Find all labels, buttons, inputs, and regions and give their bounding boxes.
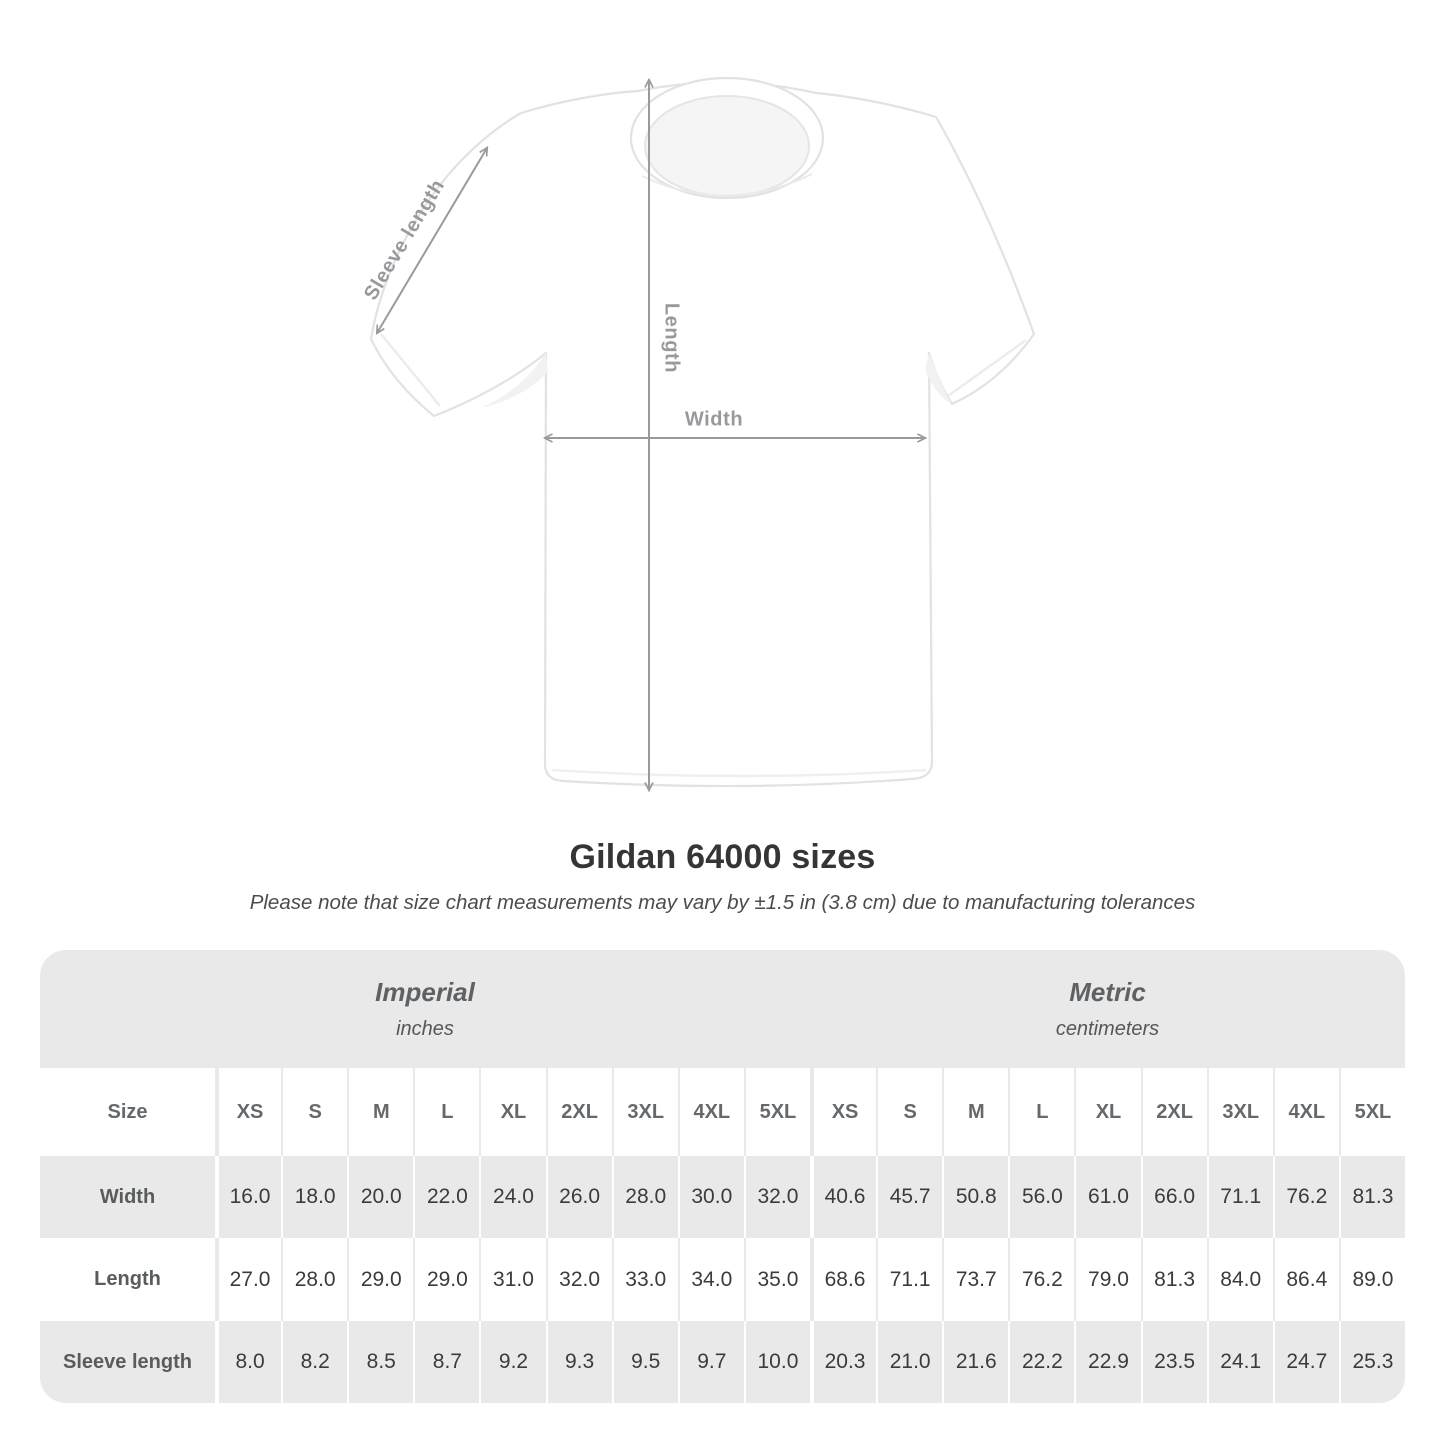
size-col-header-imperial: XS: [215, 1068, 281, 1156]
sleeve-length-label: Sleeve length: [359, 175, 450, 305]
value-cell-metric: 22.2: [1008, 1321, 1074, 1403]
value-cell-imperial: 31.0: [479, 1238, 545, 1321]
row-label: Width: [40, 1156, 215, 1238]
value-cell-metric: 76.2: [1273, 1156, 1339, 1238]
value-cell-imperial: 22.0: [413, 1156, 479, 1238]
value-cell-metric: 50.8: [942, 1156, 1008, 1238]
value-cell-imperial: 8.2: [281, 1321, 347, 1403]
value-cell-imperial: 30.0: [678, 1156, 744, 1238]
value-cell-imperial: 8.7: [413, 1321, 479, 1403]
value-cell-metric: 81.3: [1339, 1156, 1405, 1238]
imperial-unit: inches: [396, 1018, 454, 1040]
size-table-grid: [40, 950, 1405, 1403]
value-cell-imperial: 10.0: [744, 1321, 810, 1403]
value-cell-imperial: 8.0: [215, 1321, 281, 1403]
metric-header: [810, 950, 1405, 1068]
size-col-header-imperial: M: [347, 1068, 413, 1156]
value-cell-imperial: 28.0: [612, 1156, 678, 1238]
value-cell-imperial: 32.0: [546, 1238, 612, 1321]
value-cell-metric: 45.7: [876, 1156, 942, 1238]
value-cell-imperial: 35.0: [744, 1238, 810, 1321]
value-cell-imperial: 24.0: [479, 1156, 545, 1238]
value-cell-metric: 79.0: [1074, 1238, 1140, 1321]
value-cell-imperial: 9.2: [479, 1321, 545, 1403]
value-cell-imperial: 9.7: [678, 1321, 744, 1403]
tshirt-outline: [371, 78, 1034, 786]
value-cell-metric: 21.0: [876, 1321, 942, 1403]
size-col-header-imperial: 4XL: [678, 1068, 744, 1156]
imperial-title: Imperial: [375, 977, 475, 1007]
size-col-header-metric: 4XL: [1273, 1068, 1339, 1156]
value-cell-imperial: 29.0: [347, 1238, 413, 1321]
value-cell-metric: 56.0: [1008, 1156, 1074, 1238]
value-cell-imperial: 27.0: [215, 1238, 281, 1321]
size-col-header-metric: XL: [1074, 1068, 1140, 1156]
value-cell-metric: 21.6: [942, 1321, 1008, 1403]
metric-unit: centimeters: [1055, 1018, 1160, 1040]
size-col-header-imperial: S: [281, 1068, 347, 1156]
size-col-header-metric: S: [876, 1068, 942, 1156]
size-header-label: Size: [40, 1068, 215, 1156]
value-cell-metric: 81.3: [1141, 1238, 1207, 1321]
value-cell-imperial: 8.5: [347, 1321, 413, 1403]
size-col-header-metric: L: [1008, 1068, 1074, 1156]
value-cell-metric: 24.1: [1207, 1321, 1273, 1403]
imperial-header: [40, 950, 810, 1068]
value-cell-metric: 68.6: [810, 1238, 876, 1321]
value-cell-imperial: 18.0: [281, 1156, 347, 1238]
value-cell-metric: 61.0: [1074, 1156, 1140, 1238]
metric-title: Metric: [1069, 977, 1146, 1007]
value-cell-metric: 66.0: [1141, 1156, 1207, 1238]
size-col-header-imperial: XL: [479, 1068, 545, 1156]
value-cell-metric: 73.7: [942, 1238, 1008, 1321]
value-cell-metric: 84.0: [1207, 1238, 1273, 1321]
size-col-header-metric: XS: [810, 1068, 876, 1156]
value-cell-metric: 25.3: [1339, 1321, 1405, 1403]
value-cell-imperial: 29.0: [413, 1238, 479, 1321]
size-col-header-metric: 5XL: [1339, 1068, 1405, 1156]
value-cell-metric: 71.1: [876, 1238, 942, 1321]
size-col-header-imperial: 5XL: [744, 1068, 810, 1156]
value-cell-imperial: 9.3: [546, 1321, 612, 1403]
value-cell-metric: 76.2: [1008, 1238, 1074, 1321]
value-cell-metric: 89.0: [1339, 1238, 1405, 1321]
value-cell-imperial: 16.0: [215, 1156, 281, 1238]
row-label: Sleeve length: [40, 1321, 215, 1403]
width-label: Width: [684, 408, 744, 431]
length-label: Length: [660, 302, 683, 374]
value-cell-metric: 20.3: [810, 1321, 876, 1403]
value-cell-imperial: 20.0: [347, 1156, 413, 1238]
tolerance-note: Please note that size chart measurements may vary by ±1.5 in (3.8 cm) due to manufacturing tolerances: [249, 891, 1196, 914]
value-cell-metric: 24.7: [1273, 1321, 1339, 1403]
size-col-header-metric: 3XL: [1207, 1068, 1273, 1156]
value-cell-metric: 23.5: [1141, 1321, 1207, 1403]
value-cell-metric: 86.4: [1273, 1238, 1339, 1321]
heading-block: [0, 838, 1445, 915]
size-col-header-imperial: 3XL: [612, 1068, 678, 1156]
value-cell-imperial: 32.0: [744, 1156, 810, 1238]
size-table: [40, 950, 1405, 1403]
value-cell-metric: 22.9: [1074, 1321, 1140, 1403]
value-cell-imperial: 26.0: [546, 1156, 612, 1238]
size-col-header-metric: 2XL: [1141, 1068, 1207, 1156]
row-label: Length: [40, 1238, 215, 1321]
size-col-header-imperial: L: [413, 1068, 479, 1156]
value-cell-metric: 40.6: [810, 1156, 876, 1238]
value-cell-imperial: 9.5: [612, 1321, 678, 1403]
value-cell-imperial: 33.0: [612, 1238, 678, 1321]
value-cell-imperial: 34.0: [678, 1238, 744, 1321]
size-col-header-metric: M: [942, 1068, 1008, 1156]
size-col-header-imperial: 2XL: [546, 1068, 612, 1156]
value-cell-metric: 71.1: [1207, 1156, 1273, 1238]
page-title: Gildan 64000 sizes: [569, 838, 876, 876]
value-cell-imperial: 28.0: [281, 1238, 347, 1321]
